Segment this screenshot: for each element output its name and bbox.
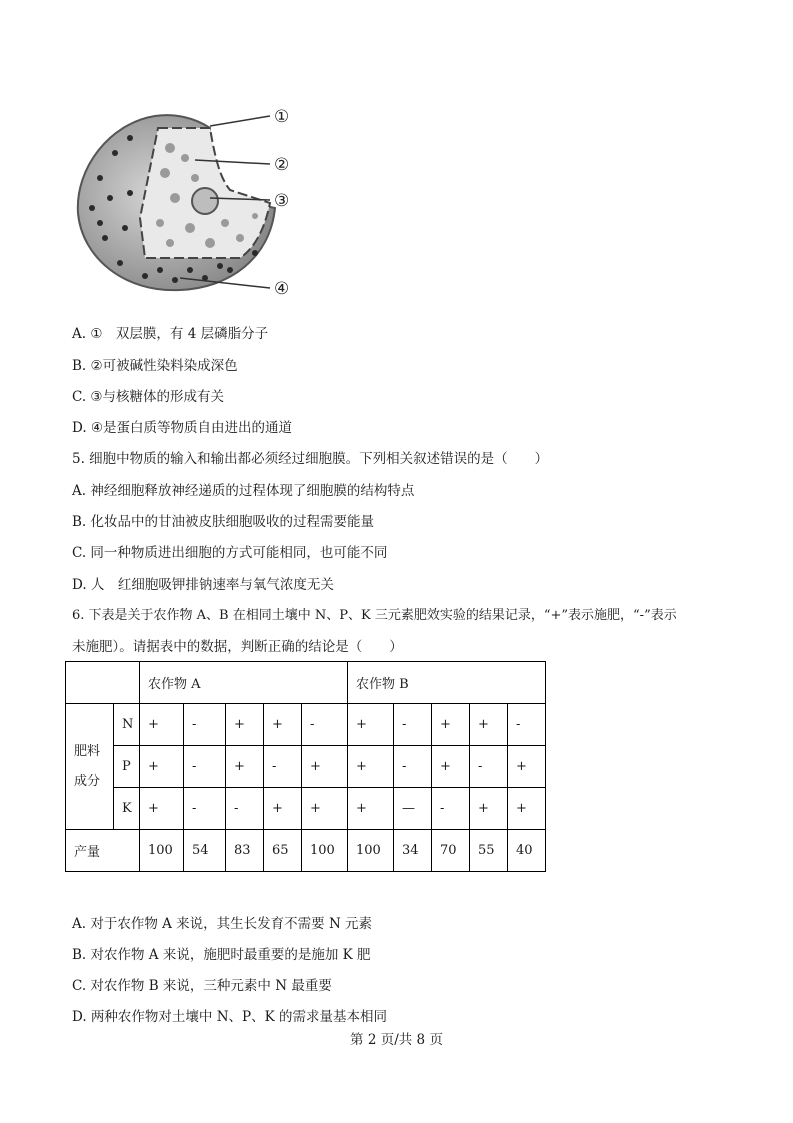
table-cell: + [264, 704, 302, 746]
q6-stem-line-2: 未施肥）。请据表中的数据，判断正确的结论是（ ） [72, 639, 403, 655]
nucleus-diagram [70, 98, 310, 303]
table-cell: 40 [508, 830, 546, 872]
table-cell: - [432, 788, 470, 830]
element-cell: P [114, 746, 140, 788]
table-cell: - [184, 788, 226, 830]
table-cell: + [432, 746, 470, 788]
table-cell: - [264, 746, 302, 788]
label-2: ② [274, 155, 290, 175]
table-cell: 83 [226, 830, 264, 872]
q4-option-d: D. ④是蛋白质等物质自由进出的通道 [72, 420, 293, 436]
table-cell: — [394, 788, 432, 830]
label-4: ④ [274, 279, 290, 299]
table-cell: + [348, 704, 394, 746]
table-cell: + [226, 746, 264, 788]
table-cell: + [508, 746, 546, 788]
table-cell: + [432, 704, 470, 746]
table-cell: 70 [432, 830, 470, 872]
yield-label: 产量 [66, 830, 140, 872]
table-cell: + [348, 788, 394, 830]
q5-option-b: B. 化妆品中的甘油被皮肤细胞吸收的过程需要能量 [72, 514, 375, 530]
element-cell: N [114, 704, 140, 746]
q6-option-b: B. 对农作物 A 来说，施肥时最重要的是施加 K 肥 [72, 947, 371, 963]
fertilizer-label [66, 704, 114, 830]
table-cell: 55 [470, 830, 508, 872]
page-footer: 第 2 页/共 8 页 [350, 1032, 443, 1048]
table-cell: + [140, 746, 184, 788]
q4-option-a: A. ① 双层膜，有 4 层磷脂分子 [72, 326, 269, 342]
table-cell: + [302, 746, 348, 788]
table-cell: 54 [184, 830, 226, 872]
q6-option-d: D. 两种农作物对土壤中 N、P、K 的需求量基本相同 [72, 1009, 387, 1025]
fertilizer-label-1: 肥料 [74, 743, 101, 759]
header-crop-b: 农作物 B [348, 662, 546, 704]
table-cell: + [140, 788, 184, 830]
table-cell: - [184, 746, 226, 788]
table-cell: + [140, 704, 184, 746]
table-cell: + [470, 704, 508, 746]
table-cell: + [264, 788, 302, 830]
table-cell: - [394, 704, 432, 746]
table-corner [66, 662, 140, 704]
table-cell: + [302, 788, 348, 830]
q5-option-a: A. 神经细胞释放神经递质的过程体现了细胞膜的结构特点 [72, 483, 415, 499]
table-cell: 100 [302, 830, 348, 872]
table-cell: 65 [264, 830, 302, 872]
header-crop-a: 农作物 A [140, 662, 348, 704]
table-cell: - [394, 746, 432, 788]
q6-stem-line-1: 6. 下表是关于农作物 A、B 在相同土壤中 N、P、K 三元素肥效实验的结果记录，“+”表示施肥，“-”表示 [72, 608, 677, 623]
fertilizer-table [65, 661, 546, 872]
table-cell: 100 [140, 830, 184, 872]
q5-stem: 5. 细胞中物质的输入和输出都必须经过细胞膜。下列相关叙述错误的是（ ） [72, 451, 549, 467]
nucleolus [192, 188, 218, 214]
table-cell: - [302, 704, 348, 746]
table-cell: + [348, 746, 394, 788]
table-cell: - [508, 704, 546, 746]
label-1: ① [274, 107, 290, 127]
table-row-yield [66, 830, 546, 872]
table-row [66, 704, 546, 746]
table-cell: - [184, 704, 226, 746]
table-row [66, 746, 546, 788]
element-cell: K [114, 788, 140, 830]
table-row [66, 788, 546, 830]
table-cell: - [470, 746, 508, 788]
table-cell: 100 [348, 830, 394, 872]
table-cell: + [470, 788, 508, 830]
q6-option-a: A. 对于农作物 A 来说，其生长发育不需要 N 元素 [72, 916, 373, 932]
q4-option-c: C. ③与核糖体的形成有关 [72, 389, 225, 405]
q5-option-d: D. 人 红细胞吸钾排钠速率与氧气浓度无关 [72, 577, 334, 593]
fertilizer-label-2: 成分 [74, 773, 101, 789]
q6-option-c: C. 对农作物 B 来说，三种元素中 N 最重要 [72, 978, 332, 994]
table-cell: 34 [394, 830, 432, 872]
table-cell: - [226, 788, 264, 830]
table-cell: + [508, 788, 546, 830]
q4-option-b: B. ②可被碱性染料染成深色 [72, 358, 238, 374]
q5-option-c: C. 同一种物质进出细胞的方式可能相同，也可能不同 [72, 545, 388, 561]
label-3: ③ [274, 191, 290, 211]
table-header-row [66, 662, 546, 704]
table-cell: + [226, 704, 264, 746]
